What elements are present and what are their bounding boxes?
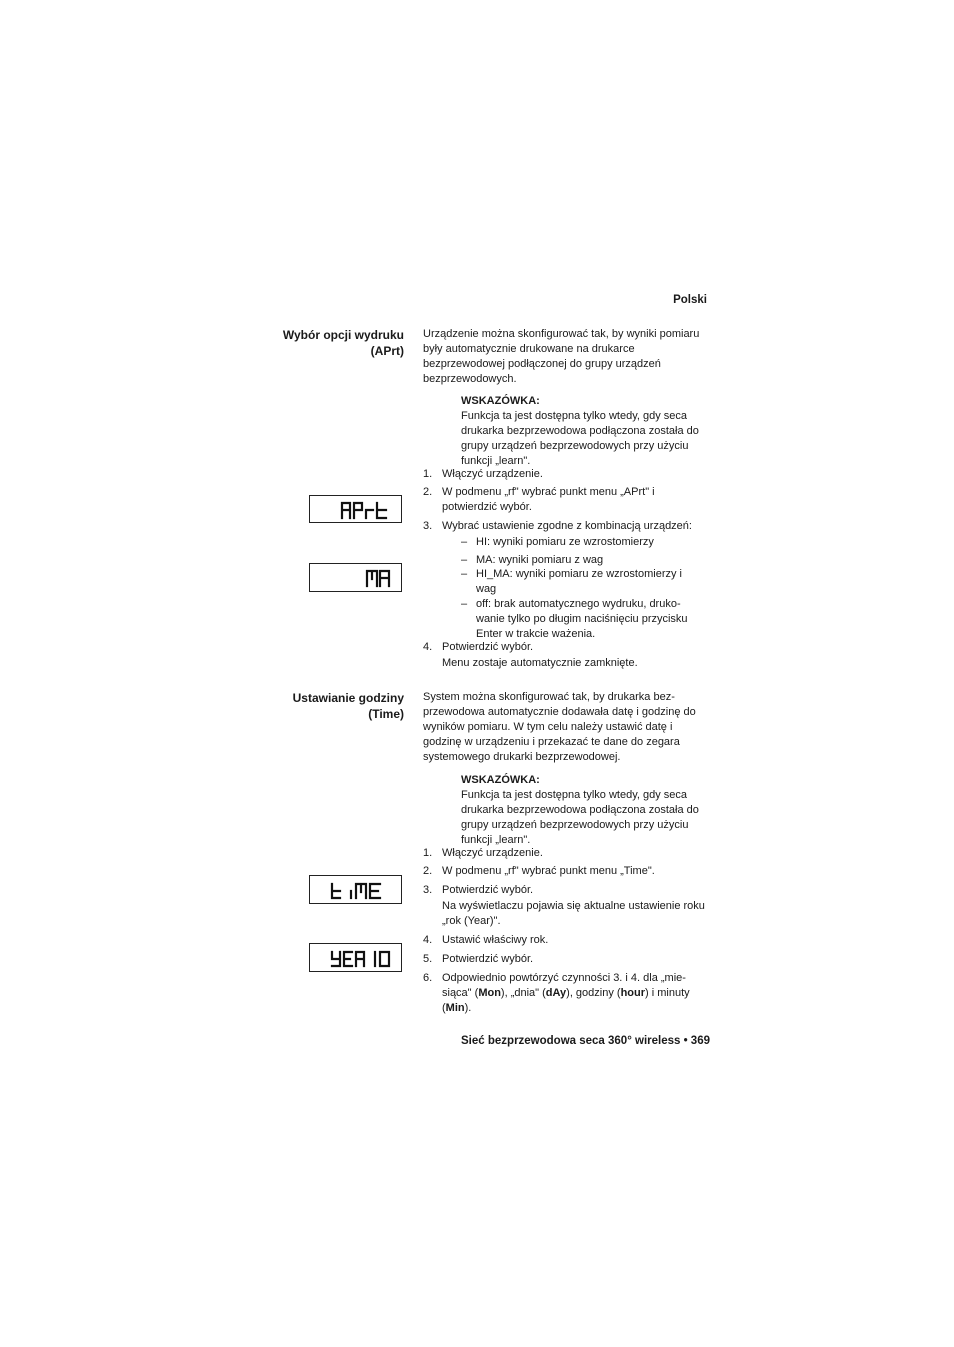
step-number: 3. <box>423 884 433 896</box>
step-bold-hour: hour <box>620 987 646 999</box>
step-text: Wybrać ustawienie zgodne z kombinacją urządzeń: <box>442 520 692 532</box>
lcd-display-time <box>309 875 402 904</box>
lcd-display-ma <box>309 563 402 592</box>
step-text: Ustawić właściwy rok. <box>442 934 549 946</box>
step-text-part: ), godziny ( <box>566 987 621 999</box>
step-text: Potwierdzić wybór. <box>442 953 534 965</box>
step-number: 1. <box>423 468 433 480</box>
section-title-line: Ustawianie godziny <box>292 691 404 705</box>
section-title-line: Wybór opcji wydruku <box>282 328 404 342</box>
option-text: HI_MA: wyniki pomiaru ze wzrostomierzy i wag <box>476 568 682 595</box>
step-number: 5. <box>423 953 433 965</box>
note-text: Funkcja ta jest dostępna tylko wtedy, gdy seca drukarka bezprzewodowa podłączona została do grupy urządzeń bezprzewodowych przy użyciu funkcji „learn". <box>461 789 699 846</box>
lcd-segments-time <box>310 876 403 905</box>
step-text: W podmenu „rf" wybrać punkt menu „APrt" i potwierdzić wybór. <box>442 486 655 513</box>
lcd-segments-ma <box>310 564 403 593</box>
step-number: 2. <box>423 486 433 498</box>
page-footer: Sieć bezprzewodowa seca 360° wireless • 369 <box>461 1035 710 1047</box>
option-text: HI: wyniki pomiaru ze wzrostomierzy <box>476 536 654 548</box>
section-title-line: (APrt) <box>370 344 404 358</box>
step-number: 4. <box>423 934 433 946</box>
lcd-display-aprt <box>309 495 402 523</box>
step-text <box>442 971 715 1016</box>
option-text: MA: wyniki pomiaru z wag <box>476 554 604 566</box>
step-number: 4. <box>423 641 433 653</box>
step-number: 1. <box>423 847 433 859</box>
step-bold-min: Min <box>445 1002 465 1014</box>
step-text: Włączyć urządzenie. <box>442 468 543 480</box>
lcd-segments-year <box>310 944 403 973</box>
step-item <box>423 846 715 861</box>
note-box <box>461 773 711 848</box>
step-item <box>423 467 715 482</box>
step-item <box>423 971 715 1016</box>
step-item <box>423 952 715 967</box>
note-box <box>461 394 711 469</box>
step-item <box>423 864 715 879</box>
dash-bullet: – <box>461 554 468 566</box>
step-item <box>423 640 715 671</box>
step-text: W podmenu „rf" wybrać punkt menu „Time". <box>442 865 655 877</box>
step-item <box>423 485 693 515</box>
step-number: 3. <box>423 520 433 532</box>
lcd-display-year <box>309 943 402 972</box>
step-number: 2. <box>423 865 433 877</box>
step-item <box>423 933 715 948</box>
step-text-part: ), „dnia" ( <box>500 987 546 999</box>
step-number: 6. <box>423 972 433 984</box>
step-bold-day: dAy <box>545 987 567 999</box>
option-item <box>461 553 711 568</box>
dash-bullet: – <box>461 598 468 610</box>
step-subtext: Menu zostaje automatycznie zamknięte. <box>442 657 638 669</box>
step-text: Potwierdzić wybór. <box>442 884 534 896</box>
option-item <box>461 597 709 642</box>
step-bold-mon: Mon <box>478 987 501 999</box>
dash-bullet: – <box>461 568 468 580</box>
section-title-line: (Time) <box>368 707 404 721</box>
step-text: Włączyć urządzenie. <box>442 847 543 859</box>
step-subtext: Na wyświetlaczu pojawia się aktualne ustawienie roku „rok (Year)". <box>442 900 705 927</box>
step-item <box>423 883 715 929</box>
step-text-part: Odpowiednio powtórzyć czynności 3. i 4. dla „mie-siąca" ( <box>442 972 686 999</box>
option-item <box>461 535 711 550</box>
section-title-time <box>232 690 404 722</box>
note-title: WSKAZÓWKA: <box>461 395 540 407</box>
step-item <box>423 519 719 534</box>
dash-bullet: – <box>461 536 468 548</box>
step-text: Potwierdzić wybór. <box>442 641 534 653</box>
step-text-part: ) i minuty ( <box>442 987 690 1014</box>
language-label: Polski <box>673 294 707 306</box>
section-intro: System można skonfigurować tak, by drukarka bez-przewodowa automatycznie dodawała datę i godzinę do wyników pomiaru. W tym celu należy ustawić datę i godzinę w urządzeniu i przekazać te dane do zegara systemowego drukarki bezprzewodowej. <box>423 691 696 763</box>
lcd-segments-aprt <box>310 496 403 524</box>
step-text-part: ). <box>464 1002 472 1014</box>
option-text: off: brak automatycznego wydruku, druko-wanie tylko po długim naciśnięciu przycisku Enter w trakcie ważenia. <box>476 598 688 640</box>
section-intro: Urządzenie można skonfigurować tak, by wyniki pomiaru były automatycznie drukowane na drukarce bezprzewodowej podłączonej do grupy urządzeń bezprzewodowych. <box>423 328 700 385</box>
note-title: WSKAZÓWKA: <box>461 774 540 786</box>
section-title-aprt <box>232 327 404 359</box>
option-item <box>461 567 701 597</box>
note-text: Funkcja ta jest dostępna tylko wtedy, gdy seca drukarka bezprzewodowa podłączona została do grupy urządzeń bezprzewodowych przy użyciu funkcji „learn". <box>461 410 699 467</box>
